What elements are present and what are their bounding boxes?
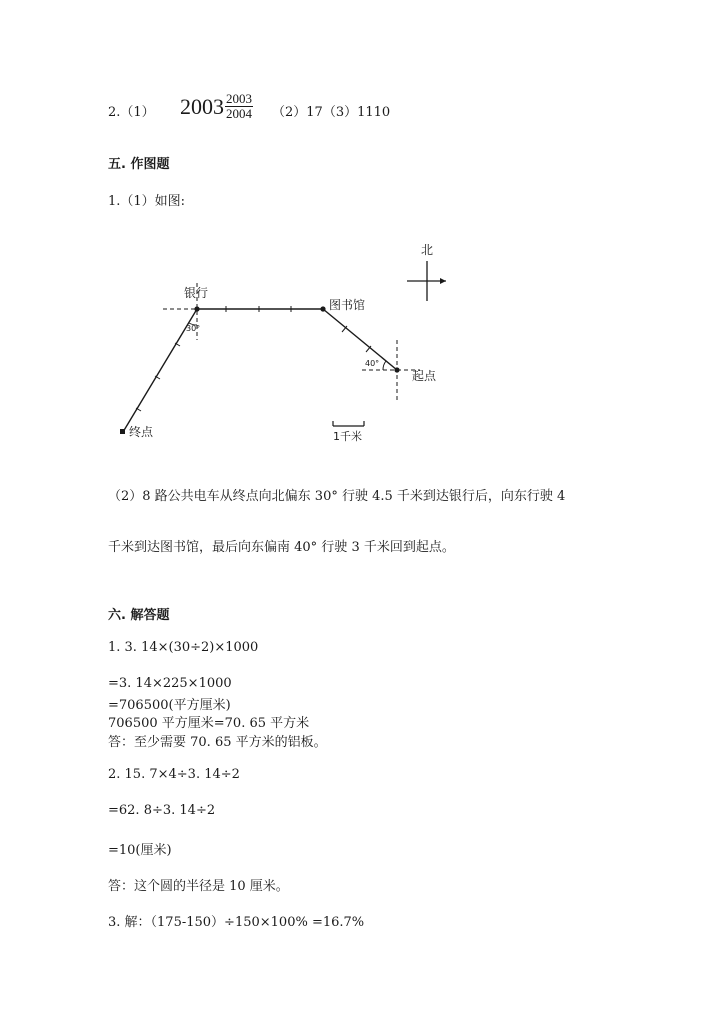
section6-title: 六. 解答题 bbox=[108, 608, 170, 623]
section5-answer-line1: （2）8 路公共电车从终点向北偏东 30° 行驶 4.5 千米到达银行后，向东行驶 4 bbox=[108, 489, 566, 504]
route-tick-marks bbox=[136, 306, 371, 411]
fraction-numerator: 2003 bbox=[226, 91, 252, 106]
s6-q2-line: =10(厘米) bbox=[108, 843, 172, 858]
s6-q2-line: =62. 8÷3. 14÷2 bbox=[108, 803, 216, 818]
angle-arc-start bbox=[383, 361, 386, 370]
bank-point bbox=[194, 306, 199, 311]
s6-q2-answer: 答：这个圆的半径是 10 厘米。 bbox=[108, 879, 289, 894]
scale-bar bbox=[333, 421, 364, 426]
section5-title: 五. 作图题 bbox=[108, 157, 170, 172]
s6-q2-line: 2. 15. 7×4÷3. 14÷2 bbox=[108, 767, 240, 782]
start-point bbox=[394, 367, 399, 372]
s6-q1-line: =3. 14×225×1000 bbox=[108, 676, 232, 691]
scale-label: 1千米 bbox=[333, 430, 362, 443]
route-library-to-start bbox=[323, 309, 397, 370]
s6-q1-line: 1. 3. 14×(30÷2)×1000 bbox=[108, 640, 259, 655]
north-label: 北 bbox=[421, 243, 434, 257]
section5-q1-label: 1.（1）如图: bbox=[108, 194, 186, 209]
compass-arrow-icon bbox=[440, 278, 446, 284]
angle-bank-label: 30° bbox=[186, 324, 201, 333]
mixed-whole: 2003 bbox=[180, 93, 224, 119]
angle-start-label: 40° bbox=[365, 359, 380, 368]
section5-answer-line2: 千米到达图书馆，最后向东偏南 40° 行驶 3 千米回到起点。 bbox=[108, 540, 455, 555]
s6-q1-line: =706500(平方厘米) bbox=[108, 698, 231, 713]
bank-label: 银行 bbox=[184, 286, 209, 300]
s6-q1-answer: 答：至少需要 70. 65 平方米的铝板。 bbox=[108, 735, 327, 750]
q2-rest: （2）17（3）1110 bbox=[272, 105, 391, 120]
fraction-denominator: 2004 bbox=[226, 106, 252, 121]
library-point bbox=[320, 306, 325, 311]
s6-q1-line: 706500 平方厘米=70. 65 平方米 bbox=[108, 716, 310, 731]
end-point bbox=[120, 429, 125, 434]
end-label: 终点 bbox=[129, 425, 154, 439]
start-label: 起点 bbox=[412, 369, 437, 383]
q2-prefix: 2.（1） bbox=[108, 105, 155, 120]
library-label: 图书馆 bbox=[329, 298, 366, 312]
s6-q3-line: 3. 解：（175-150）÷150×100% =16.7% bbox=[108, 915, 365, 930]
